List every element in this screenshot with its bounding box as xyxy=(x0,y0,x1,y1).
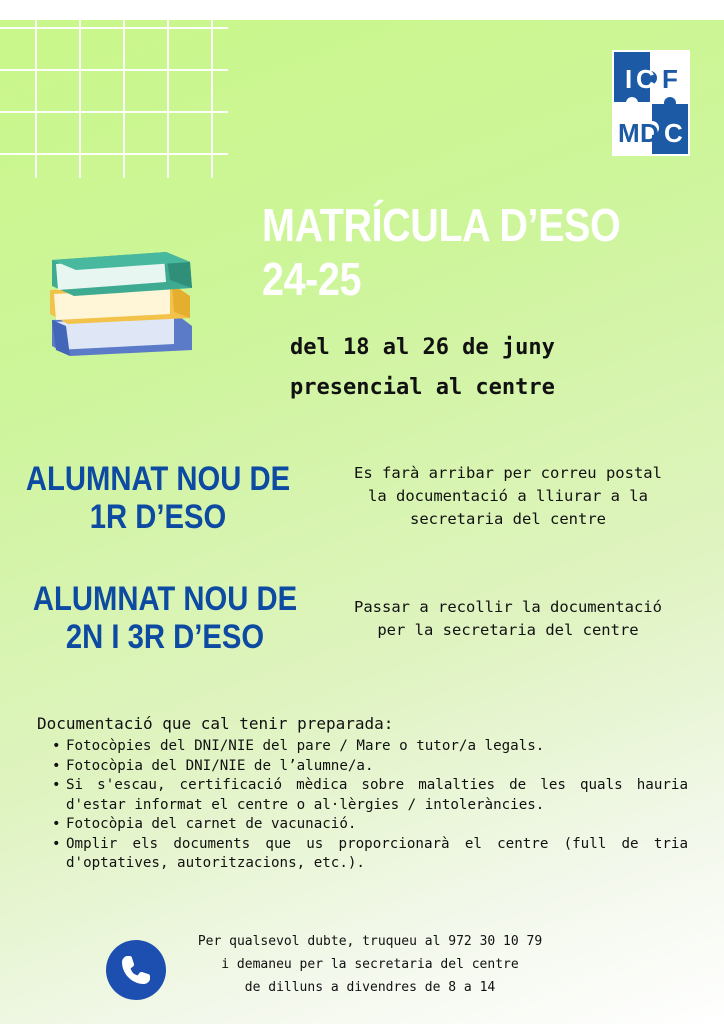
bullet-icon: • xyxy=(52,835,61,852)
bullet-icon: • xyxy=(52,738,61,754)
list-item-text: Omplir els documents que us proporcionarà el centre (full de tria d'optatives, autoritzacions, etc.). xyxy=(66,835,688,871)
page-title xyxy=(262,198,623,306)
logo-letter-5: D xyxy=(640,118,659,148)
bullet-icon: • xyxy=(52,816,61,832)
section-2-desc-line-2: per la secretaria del centre xyxy=(377,621,639,639)
section-1-desc-line-1: Es farà arribar per correu postal xyxy=(354,464,662,482)
list-item-text: Fotocòpia del carnet de vacunació. xyxy=(66,816,357,832)
section-2-heading xyxy=(23,580,307,656)
enrollment-dates xyxy=(290,328,555,408)
list-item-text: Fotocòpies del DNI/NIE del pare / Mare o tutor/a legals. xyxy=(66,738,545,754)
logo-letter-1: I xyxy=(625,64,633,94)
contact-line-3: de dilluns a divendres de 8 a 14 xyxy=(244,980,496,995)
logo-letter-4: M xyxy=(618,118,640,148)
section-2-heading-line-2: 2N I 3R D’ESO xyxy=(65,618,265,656)
bullet-icon: • xyxy=(52,777,61,793)
contact-line-2: i demaneu per la secretaria del centre xyxy=(221,957,519,972)
contact-info xyxy=(170,930,570,999)
section-2-description xyxy=(318,596,698,642)
list-item xyxy=(52,815,688,835)
list-item-text: Si s'escau, certificació mèdica sobre malalties de les quals hauria d'estar informat el centre o al·lèrgies / intoleràncies. xyxy=(66,777,688,813)
title-line-2: 24-25 xyxy=(262,253,362,305)
section-1-desc-line-2: la documentació a lliurar a la xyxy=(368,487,648,505)
documentation-list xyxy=(52,737,688,874)
section-2-desc-line-1: Passar a recollir la documentació xyxy=(354,598,662,616)
section-1-heading-line-1: ALUMNAT NOU DE xyxy=(25,460,291,498)
poster xyxy=(0,20,724,1024)
bullet-icon: • xyxy=(52,757,61,774)
grid-decoration xyxy=(0,20,230,180)
school-logo xyxy=(612,50,690,156)
dates-line-1: del 18 al 26 de juny xyxy=(290,335,555,360)
list-item xyxy=(52,776,688,815)
logo-letter-6: C xyxy=(664,118,683,148)
list-item-text: Fotocòpia del DNI/NIE de l’alumne/a. xyxy=(66,757,374,774)
section-2-heading-line-1: ALUMNAT NOU DE xyxy=(32,580,298,618)
phone-icon xyxy=(106,940,166,1000)
dates-line-2: presencial al centre xyxy=(290,375,555,400)
section-1-heading xyxy=(22,460,294,536)
logo-letter-2: C xyxy=(636,64,655,94)
books-icon xyxy=(46,242,196,360)
section-1-heading-line-2: 1R D’ESO xyxy=(89,498,227,536)
list-item xyxy=(52,737,688,757)
title-line-1: MATRÍCULA D’ESO xyxy=(262,199,621,251)
documentation-title: Documentació que cal tenir preparada: xyxy=(37,714,394,733)
list-item xyxy=(52,757,688,777)
contact-line-1: Per qualsevol dubte, truqueu al 972 30 10 79 xyxy=(197,934,543,949)
section-1-desc-line-3: secretaria del centre xyxy=(410,510,606,528)
logo-letter-3: F xyxy=(662,64,678,94)
section-1-description xyxy=(318,462,698,531)
list-item xyxy=(52,835,688,874)
